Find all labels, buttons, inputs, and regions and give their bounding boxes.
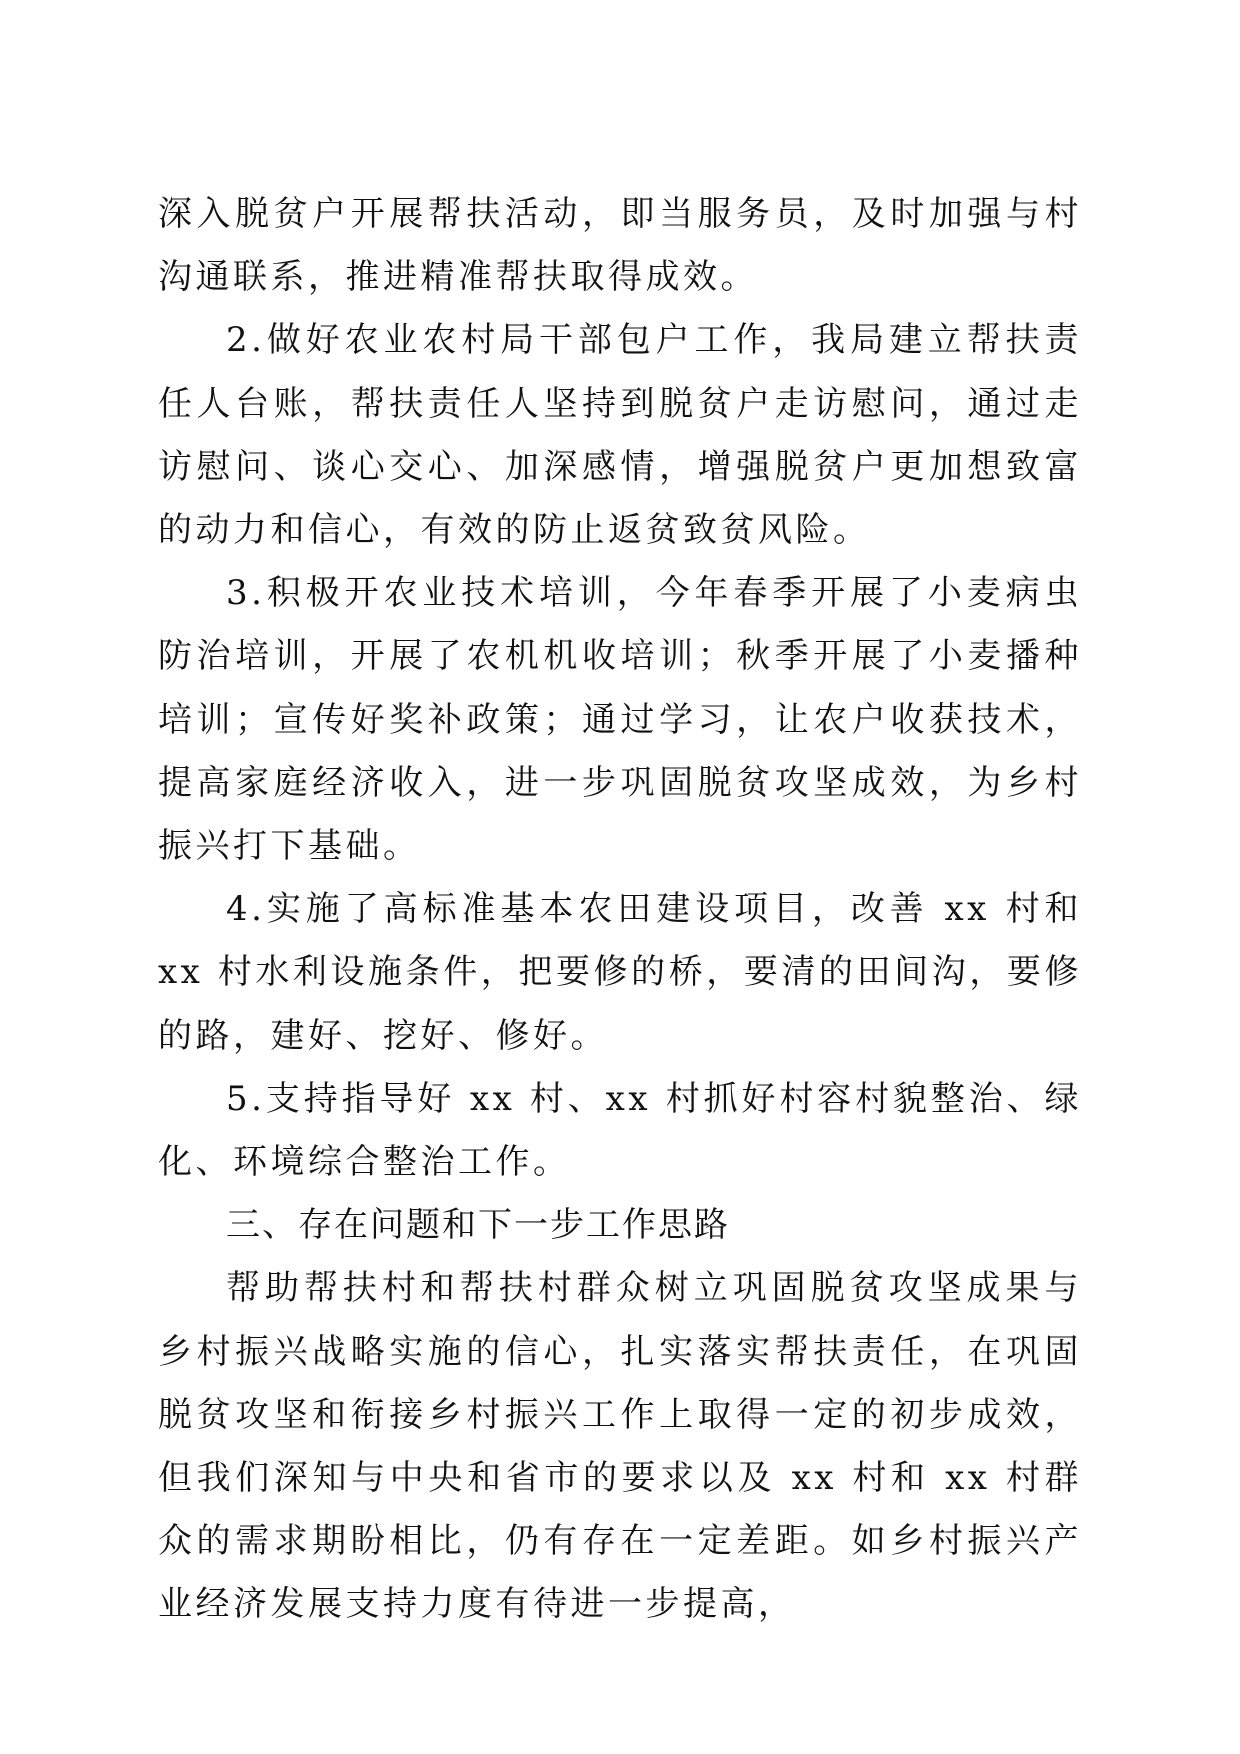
paragraph-section-3-body: 帮助帮扶村和帮扶村群众树立巩固脱贫攻坚成果与乡村振兴战略实施的信心，扎实落实帮扶责任，在巩固脱贫攻坚和衔接乡村振兴工作上取得一定的初步成效， 但我们深知与中央和省市的要求以及 xx 村和 xx 村群众的需求期盼相比，仍有存在一定差距。如乡村振兴产业经济发展支持力度有待进一步提高， [158, 1268, 1082, 1625]
section-heading-3: 三、存在问题和下一步工作思路 [226, 1205, 730, 1246]
paragraph-item-3: 3.积极开农业技术培训，今年春季开展了小麦病虫防治培训，开展了农机机收培训；秋季开展了小麦播种培训；宣传好奖补政策；通过学习，让农户收获技术，提高家庭经济收入，进一步巩固脱贫攻坚成效，为乡村振兴打下基础。 [158, 573, 1082, 867]
paragraph-item-4: 4.实施了高标准基本农田建设项目，改善 xx 村和 xx 村水利设施条件，把要修的桥，要清的田间沟，要修的路，建好、挖好、修好。 [158, 889, 1082, 1056]
document-body [158, 183, 1082, 1637]
paragraph-item-5: 5.支持指导好 xx 村、xx 村抓好村容村貌整治、绿化、环境综合整治工作。 [158, 1078, 1082, 1183]
paragraph-item-2: 2.做好农业农村局干部包户工作，我局建立帮扶责任人台账，帮扶责任人坚持到脱贫户走访慰问，通过走访慰问、谈心交心、加深感情，增强脱贫户更加想致富的动力和信心，有效的防止返贫致贫风险。 [158, 320, 1082, 551]
paragraph-continued: 深入脱贫户开展帮扶活动，即当服务员，及时加强与村沟通联系，推进精准帮扶取得成效。 [158, 194, 1082, 298]
